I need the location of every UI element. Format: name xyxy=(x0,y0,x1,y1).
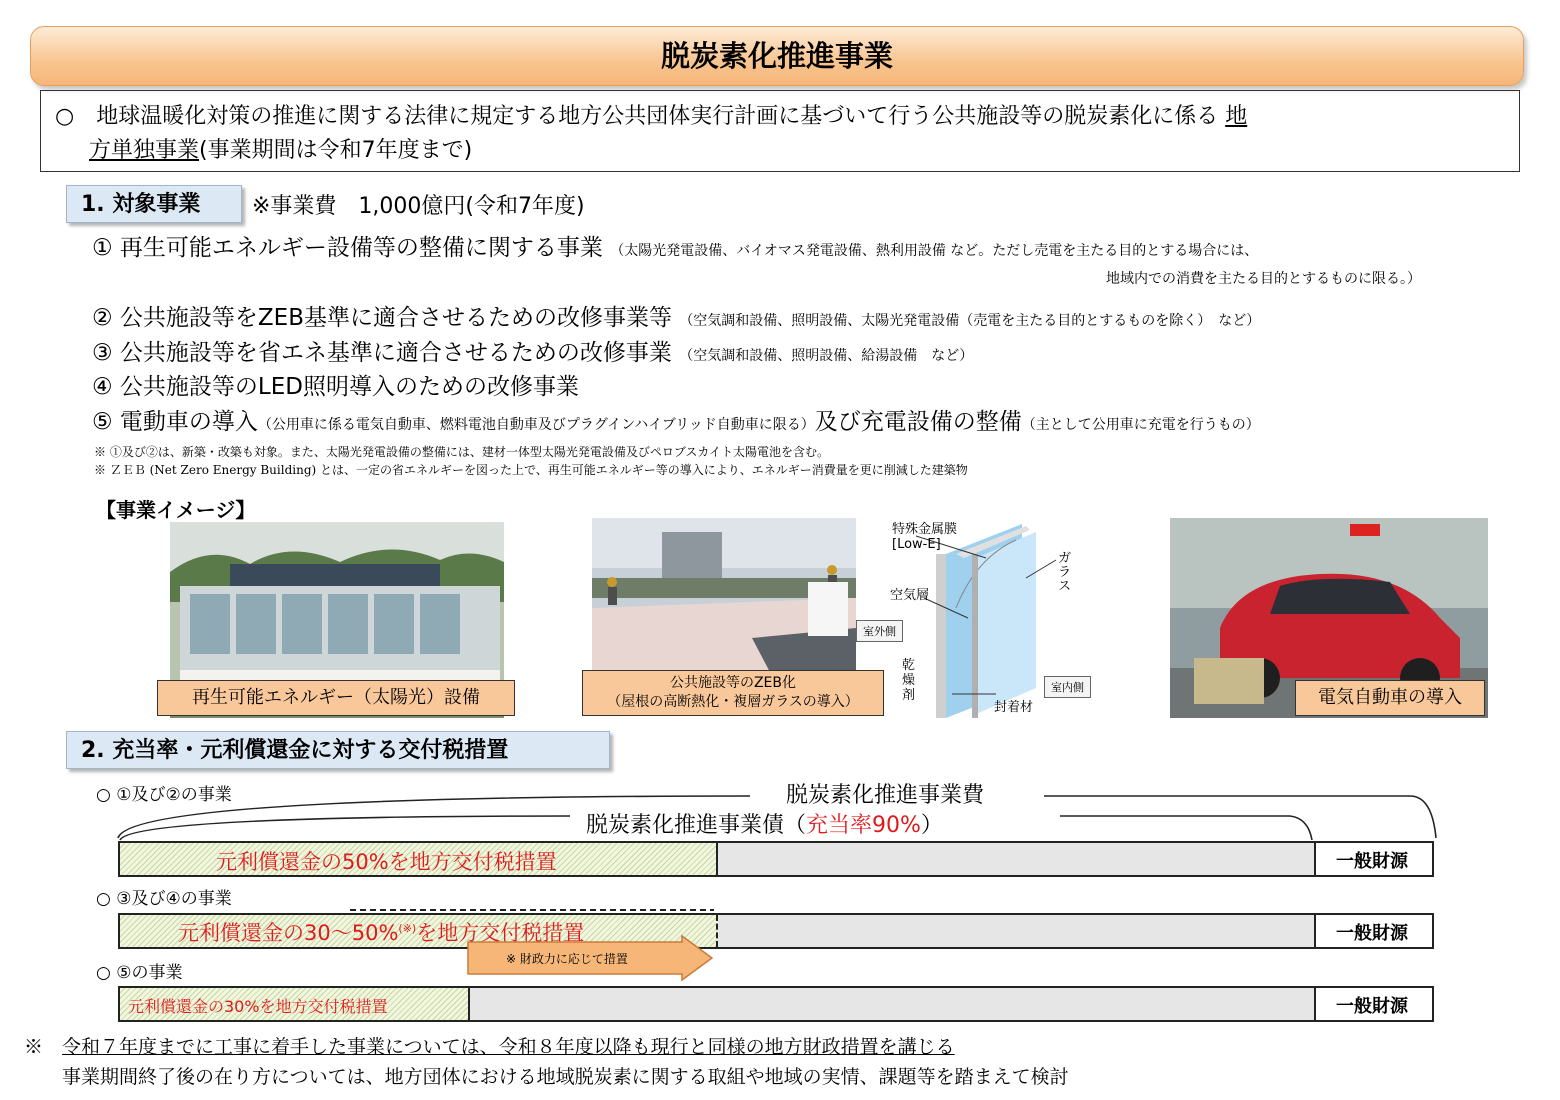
target-item-5: ⑤ 電動車の導入（公用車に係る電気自動車、燃料電池自動車及びプラグインハイブリッド自動車に限る）及び充電設備の整備（主として公用車に充電を行うもの） xyxy=(92,409,1260,435)
intro-line-1: ○ 地球温暖化対策の推進に関する法律に規定する地方公共団体実行計画に基づいて行う公共施設等の脱炭素化に係る 地 xyxy=(55,104,1248,129)
row1-general-fund: 一般財源 xyxy=(1336,851,1408,872)
section1-note-1: ※ ①及び②は、新築・改築も対象。また、太陽光発電設備の整備には、建材一体型太陽光発電設備及びペロブスカイト太陽電池を含む。 xyxy=(94,445,829,459)
solar-label: 再生可能エネルギー（太陽光）設備 xyxy=(157,680,515,716)
double-glass-diagram xyxy=(856,518,1106,718)
footer-line-2: 事業期間終了後の在り方については、地方団体における地域脱炭素に関する取組や地域の実情、課題等を踏まえて検討 xyxy=(62,1066,1069,1088)
section1-budget-note: ※事業費 1,000億円(令和7年度) xyxy=(252,194,585,219)
row3-general-fund: 一般財源 xyxy=(1336,996,1408,1017)
target-item-1-cont: 地域内での消費を主たる目的とするものに限る。） xyxy=(1106,271,1421,287)
zeb-label: 公共施設等のZEB化 （屋根の高断熱化・複層ガラスの導入） xyxy=(582,670,884,716)
glass-label-inside: 室内側 xyxy=(1044,676,1091,698)
row3-grant-text: 元利償還金の30%を地方交付税措置 xyxy=(128,997,388,1016)
glass-label-sealant: 封着材 xyxy=(994,700,1034,715)
images-heading: 【事業イメージ】 xyxy=(96,498,256,522)
section1-note-2: ※ ＺＥＢ (Net Zero Energy Building) とは、一定の省エネルギーを図った上で、再生可能エネルギー等の導入により、エネルギー消費量を更に削減した建築物 xyxy=(94,463,968,477)
bond-label: 脱炭素化推進事業債（充当率90%） xyxy=(586,813,943,838)
row3-heading: ○ ⑤の事業 xyxy=(96,963,183,983)
title-banner xyxy=(30,26,1524,86)
row2-general-fund: 一般財源 xyxy=(1336,923,1408,944)
target-item-4: ④ 公共施設等のLED照明導入のための改修事業 xyxy=(92,374,579,400)
row2-heading: ○ ③及び④の事業 xyxy=(96,889,232,909)
row1-bond-rest-segment xyxy=(718,843,1316,875)
row3-bar xyxy=(118,986,1434,1022)
row2-bond-rest-segment xyxy=(718,915,1316,947)
row1-heading: ○ ①及び②の事業 xyxy=(96,785,232,805)
section1-heading: 1. 対象事業 xyxy=(66,185,242,223)
section2-heading: 2. 充当率・元利償還金に対する交付税措置 xyxy=(66,731,610,769)
row2-grant-text: 元利償還金の30～50%(※)を地方交付税措置 xyxy=(178,921,585,945)
page-title: 脱炭素化推進事業 xyxy=(660,39,893,73)
intro-line-2: 方単独事業(事業期間は令和7年度まで) xyxy=(89,138,473,163)
row1-bar xyxy=(118,841,1434,877)
glass-label-outside: 室外側 xyxy=(856,620,903,642)
glass-label-film: 特殊金属膜 [Low-E] xyxy=(892,522,958,552)
target-item-2: ② 公共施設等をZEB基準に適合させるための改修事業等 （空気調和設備、照明設備、太陽光発電設備（売電を主たる目的とするものを除く） など） xyxy=(92,305,1261,331)
row2-bar xyxy=(118,913,1434,949)
total-cost-label: 脱炭素化推進事業費 xyxy=(786,783,985,808)
ev-label: 電気自動車の導入 xyxy=(1295,680,1485,716)
glass-label-desiccant: 乾燥剤 xyxy=(902,658,916,703)
row1-grant-text: 元利償還金の50%を地方交付税措置 xyxy=(216,850,557,874)
glass-label-glass: ガラス xyxy=(1058,551,1072,594)
row3-bond-rest-segment xyxy=(470,988,1316,1020)
glass-label-air: 空気層 xyxy=(890,588,930,603)
footer-line-1: ※ 令和７年度までに工事に着手した事業については、令和８年度以降も現行と同様の地方財政措置を講じる xyxy=(24,1036,955,1058)
row2-arrow-text: ※ 財政力に応じて措置 xyxy=(506,952,628,966)
target-item-3: ③ 公共施設等を省エネ基準に適合させるための改修事業 （空気調和設備、照明設備、給湯設備 など） xyxy=(92,340,974,366)
intro-box xyxy=(40,90,1520,172)
target-item-1: ① 再生可能エネルギー設備等の整備に関する事業 （太陽光発電設備、バイオマス発電設備、熱利用設備 など。ただし売電を主たる目的とする場合には、 xyxy=(92,235,1259,261)
